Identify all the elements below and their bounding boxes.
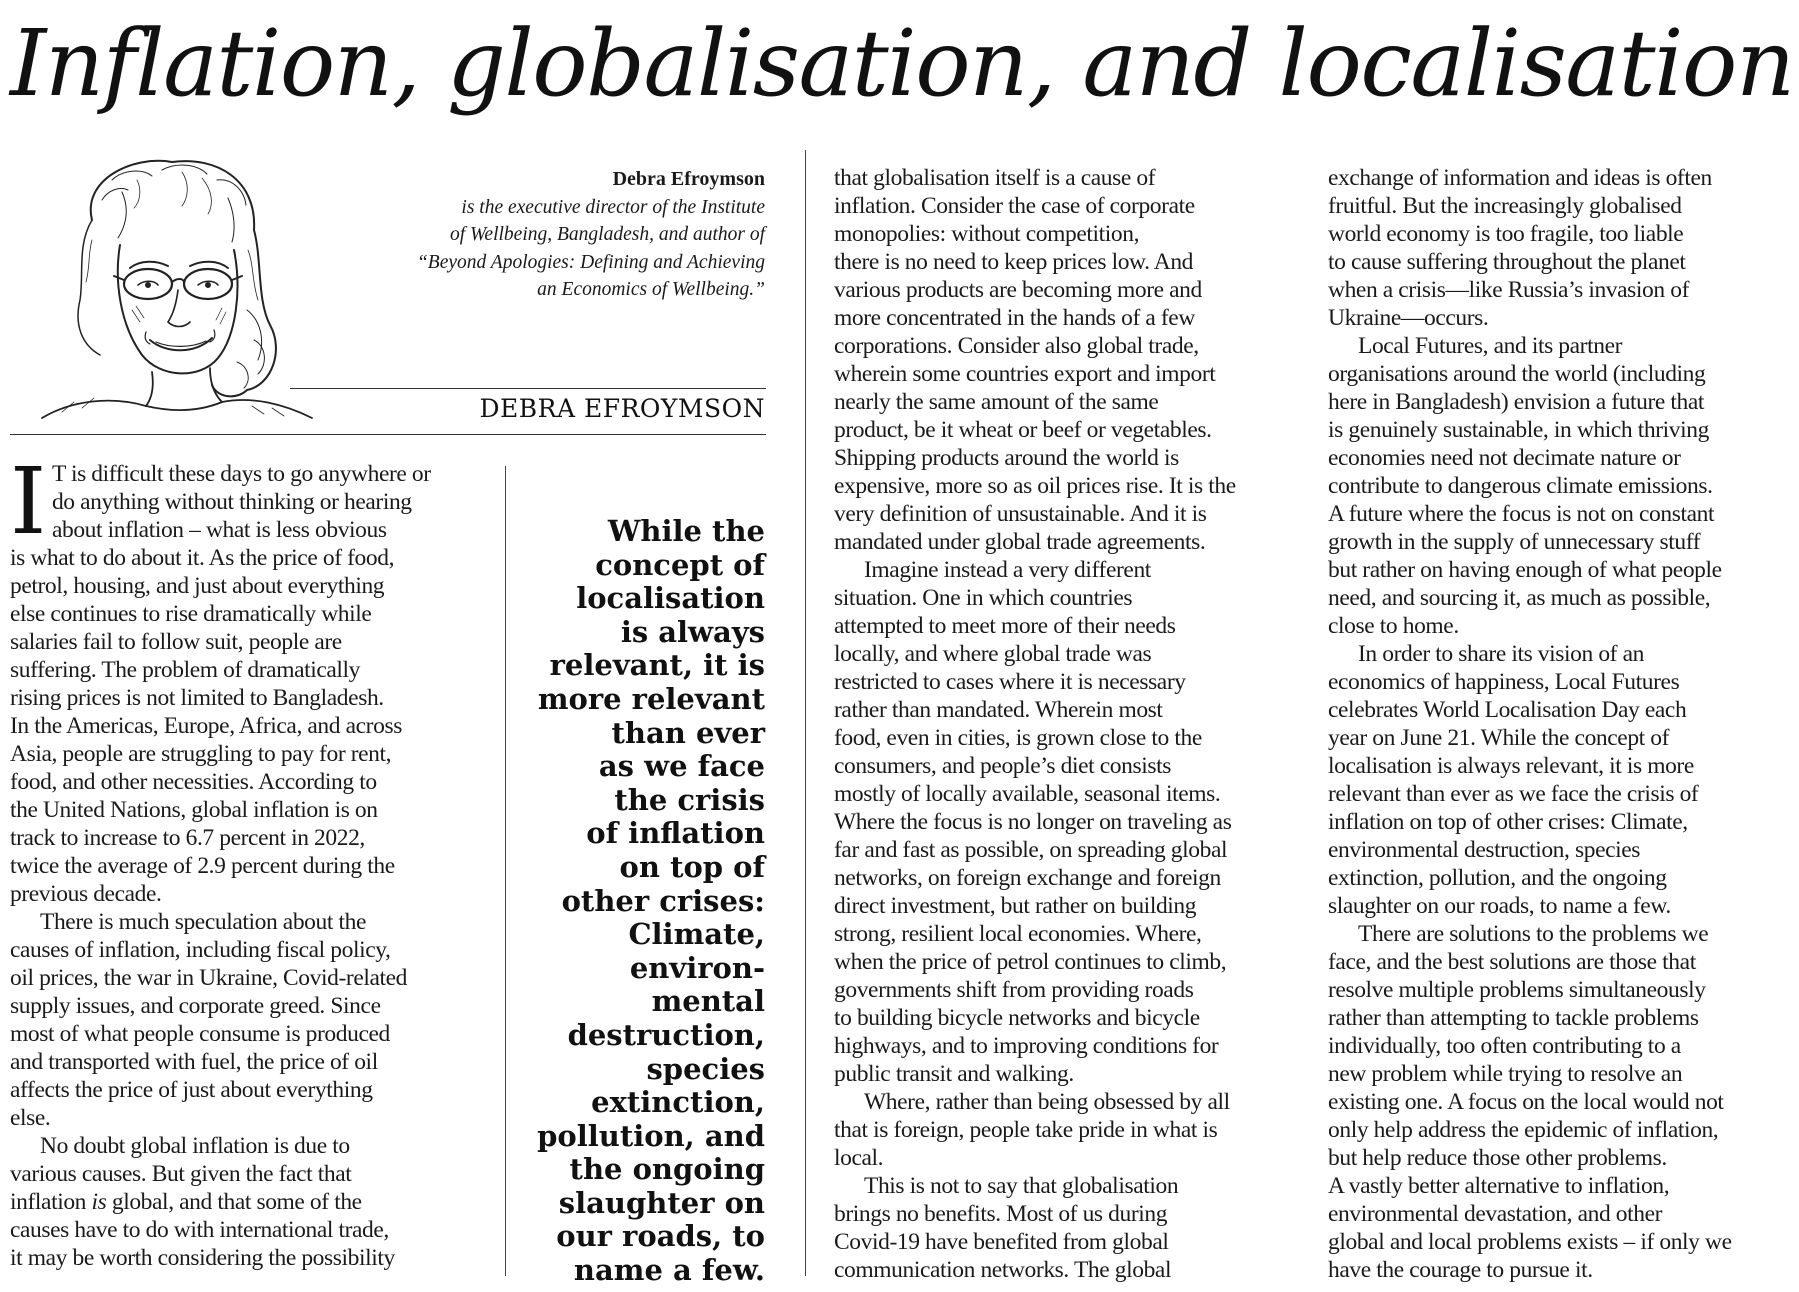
article-column-3 bbox=[834, 164, 1304, 1284]
paragraph-text: T is difficult these days to go anywhere or do anything without thinking or hearing about inflation – what is less obvious is what to do about it. As the price of food, petrol, housing, and just about everything else continues to rise dramatically while salaries fail to follow suit, people are suffering. The problem of dramatically rising prices is not limited to Bangladesh. In the Americas, Europe, Africa, and across Asia, people are struggling to pay for rent, food, and other necessities. According to the United Nations, global inflation is on track to increase to 6.7 percent in 2022, twice the average of 2.9 percent during the previous decade. bbox=[10, 461, 431, 907]
paragraph-text: global, and that some of the causes have to do with international trade, it may be worth considering the possibility bbox=[10, 1189, 395, 1271]
pull-quote: While the concept of localisation is always relevant, it is more relevant than ever as we face the crisis of inflation on top of other crises: Climate, environ- mental destruction, species extinction, pollution, and the ongoing slaughter on our roads, to name a few. bbox=[537, 514, 765, 1288]
byline: DEBRA EFROYMSON bbox=[479, 394, 765, 423]
author-portrait-illustration bbox=[22, 150, 322, 420]
article-column-1 bbox=[10, 448, 490, 1272]
column-divider bbox=[805, 150, 806, 1276]
headline: Inflation, globalisation, and localisation bbox=[10, 10, 1794, 117]
article-column-4 bbox=[1328, 164, 1794, 1284]
author-bio bbox=[345, 166, 765, 304]
bio-description: is the executive director of the Institute of Wellbeing, Bangladesh, and author of “Beyond Apologies: Defining and Achieving an Economics of Wellbeing.” bbox=[416, 196, 765, 300]
paragraph: In order to share its vision of an economics of happiness, Local Futures celebrates World Localisation Day each year on June 21. While the concept of localisation is always relevant, it is more relevant than ever as we face the crisis of inflation on top of other crises: Climate, environmental destruction, species extinction, pollution, and the ongoing slaughter on our roads, to name a few. bbox=[1328, 641, 1699, 919]
column-divider bbox=[505, 466, 506, 1276]
paragraph-text: No doubt global inflation is due to various causes. But given the fact that inflation bbox=[10, 1133, 352, 1215]
byline-bottom-rule bbox=[10, 434, 766, 435]
paragraph: There is much speculation about the causes of inflation, including fiscal policy, oil prices, the war in Ukraine, Covid-related supply issues, and corporate greed. Since most of what people consume is produced and transported with fuel, the price of oil affects the price of just about everything else. bbox=[10, 909, 408, 1131]
bio-author-name: Debra Efroymson bbox=[612, 168, 765, 190]
drop-cap: I bbox=[10, 448, 46, 555]
paragraph bbox=[10, 448, 490, 908]
paragraph: Imagine instead a very different situation. One in which countries attempted to meet more of their needs locally, and where global trade was restricted to cases where it is necessary rather than mandated. Wherein most food, even in cities, is grown close to the consumers, and people’s diet consists mostly of locally available, seasonal items. Where the focus is no longer on traveling as far and fast as possible, on spreading global networks, on foreign exchange and foreign direct investment, but rather on building strong, resilient local economies. Where, when the price of petrol continues to climb, governments shift from providing roads to building bicycle networks and bicycle highways, and to improving conditions for public transit and walking. bbox=[834, 557, 1232, 1087]
byline-top-rule bbox=[290, 388, 766, 389]
paragraph bbox=[10, 1132, 490, 1272]
paragraph: This is not to say that globalisation brings no benefits. Most of us during Covid-19 have benefited from global communication networks. The global bbox=[834, 1173, 1179, 1283]
paragraph: Local Futures, and its partner organisations around the world (including here in Bangladesh) envision a future that is genuinely sustainable, in which thriving economies need not decimate nature or contribute to dangerous climate emissions. A future where the focus is not on constant growth in the supply of unnecessary stuff but rather on having enough of what people need, and sourcing it, as much as possible, close to home. bbox=[1328, 333, 1722, 639]
paragraph: that globalisation itself is a cause of inflation. Consider the case of corporate monopolies: without competition, there is no need to keep prices low. And various products are becoming more and more concentrated in the hands of a few corporations. Consider also global trade, wherein some countries export and import nearly the same amount of the same product, be it wheat or beef or vegetables. Shipping products around the world is expensive, more so as oil prices rise. It is the very definition of unsustainable. And it is mandated under global trade agreements. bbox=[834, 165, 1236, 555]
emphasis-text: is bbox=[91, 1189, 107, 1215]
paragraph: There are solutions to the problems we face, and the best solutions are those that resolve multiple problems simultaneously rather than attempting to tackle problems individually, too often contributing to a new problem while trying to resolve an existing one. A focus on the local would not only help address the epidemic of inflation, but help reduce those other problems. A vastly better alternative to inflation, environmental devastation, and other global and local problems exists – if only we have the courage to pursue it. bbox=[1328, 921, 1732, 1283]
paragraph: exchange of information and ideas is often fruitful. But the increasingly globalised world economy is too fragile, too liable to cause suffering throughout the planet when a crisis—like Russia’s invasion of Ukraine—occurs. bbox=[1328, 165, 1712, 331]
paragraph: Where, rather than being obsessed by all that is foreign, people take pride in what is local. bbox=[834, 1089, 1230, 1171]
